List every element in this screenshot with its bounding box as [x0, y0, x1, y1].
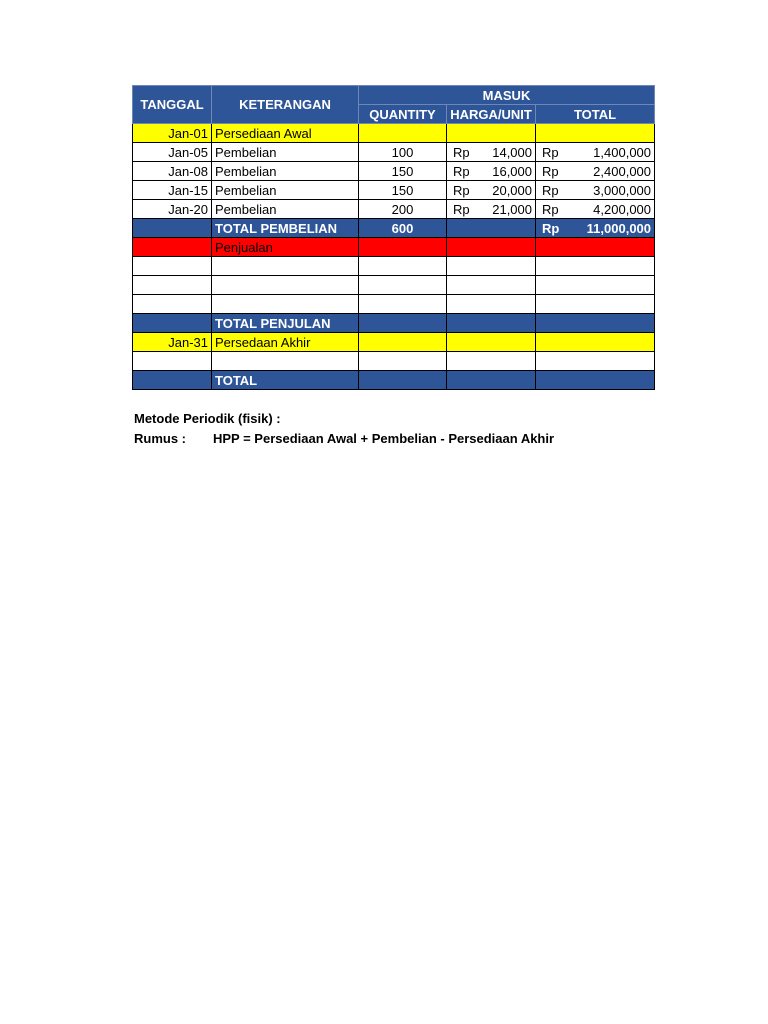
cell-empty[interactable] [359, 295, 447, 314]
currency-label: Rp [542, 182, 559, 198]
penjualan-row [133, 238, 655, 257]
table-row [133, 162, 655, 181]
cell-date[interactable]: Jan-05 [133, 143, 212, 162]
cell-total[interactable] [536, 181, 655, 200]
cell-desc[interactable]: TOTAL PENJULAN [212, 314, 359, 333]
table-row [133, 352, 655, 371]
cell-empty[interactable] [447, 352, 536, 371]
cell-empty[interactable] [359, 352, 447, 371]
cell-desc[interactable]: TOTAL PEMBELIAN [212, 219, 359, 238]
table-row [133, 200, 655, 219]
formula-row [134, 429, 554, 449]
currency-label: Rp [453, 144, 470, 160]
header-tanggal[interactable]: TANGGAL [133, 86, 212, 124]
formula-label: Rumus : [134, 431, 186, 446]
price-value: 21,000 [492, 201, 532, 217]
currency-label: Rp [542, 163, 559, 179]
total-value: 1,400,000 [593, 144, 652, 160]
cell-empty[interactable] [212, 276, 359, 295]
cell-empty[interactable] [536, 295, 655, 314]
total-penjulan-row [133, 314, 655, 333]
currency-label: Rp [542, 220, 560, 236]
cell-empty[interactable] [536, 238, 655, 257]
cell-desc[interactable]: Pembelian [212, 162, 359, 181]
total-value: 2,400,000 [593, 163, 652, 179]
cell-empty[interactable] [133, 219, 212, 238]
cell-empty[interactable] [359, 276, 447, 295]
formula-text: HPP = Persediaan Awal + Pembelian - Persediaan Akhir [213, 431, 555, 446]
cell-qty[interactable]: 200 [359, 200, 447, 219]
cell-empty[interactable] [212, 257, 359, 276]
cell-empty[interactable] [536, 371, 655, 390]
cell-price[interactable] [447, 143, 536, 162]
notes-section [134, 409, 554, 449]
cell-empty[interactable] [447, 333, 536, 352]
cell-price[interactable] [447, 181, 536, 200]
cell-empty[interactable] [447, 238, 536, 257]
cell-empty[interactable] [447, 257, 536, 276]
cell-total[interactable] [536, 143, 655, 162]
cell-empty[interactable] [133, 314, 212, 333]
currency-label: Rp [453, 163, 470, 179]
table-row [133, 181, 655, 200]
cell-qty[interactable]: 150 [359, 162, 447, 181]
table-row [133, 295, 655, 314]
cell-empty[interactable] [536, 352, 655, 371]
cell-total[interactable] [536, 219, 655, 238]
cell-empty[interactable] [447, 295, 536, 314]
cell-empty[interactable] [359, 371, 447, 390]
cell-empty[interactable] [359, 314, 447, 333]
header-masuk[interactable]: MASUK [359, 86, 655, 105]
header-quantity[interactable]: QUANTITY [359, 105, 447, 124]
currency-label: Rp [542, 201, 559, 217]
cell-empty[interactable] [447, 314, 536, 333]
inventory-table [132, 85, 655, 390]
total-pembelian-row [133, 219, 655, 238]
cell-empty[interactable] [447, 371, 536, 390]
cell-empty[interactable] [133, 295, 212, 314]
cell-empty[interactable] [447, 219, 536, 238]
cell-desc[interactable]: Pembelian [212, 143, 359, 162]
price-value: 14,000 [492, 144, 532, 160]
cell-empty[interactable] [536, 124, 655, 143]
header-total[interactable]: TOTAL [536, 105, 655, 124]
table-row [133, 276, 655, 295]
cell-date[interactable]: Jan-31 [133, 333, 212, 352]
cell-empty[interactable] [359, 333, 447, 352]
total-value: 4,200,000 [593, 201, 652, 217]
cell-date[interactable]: Jan-08 [133, 162, 212, 181]
cell-empty[interactable] [536, 314, 655, 333]
closing-row [133, 333, 655, 352]
cell-desc[interactable]: Pembelian [212, 200, 359, 219]
price-value: 16,000 [492, 163, 532, 179]
cell-empty[interactable] [133, 371, 212, 390]
header-harga[interactable]: HARGA/UNIT [447, 105, 536, 124]
table-row [133, 143, 655, 162]
cell-empty[interactable] [447, 124, 536, 143]
cell-desc[interactable]: TOTAL [212, 371, 359, 390]
cell-date[interactable]: Jan-01 [133, 124, 212, 143]
method-note: Metode Periodik (fisik) : [134, 411, 281, 426]
currency-label: Rp [542, 144, 559, 160]
table-row [133, 257, 655, 276]
price-value: 20,000 [492, 182, 532, 198]
cell-empty[interactable] [212, 295, 359, 314]
cell-qty[interactable]: 600 [359, 219, 447, 238]
cell-total[interactable] [536, 162, 655, 181]
grand-total-row [133, 371, 655, 390]
cell-empty[interactable] [447, 276, 536, 295]
cell-empty[interactable] [133, 276, 212, 295]
cell-empty[interactable] [536, 276, 655, 295]
header-keterangan[interactable]: KETERANGAN [212, 86, 359, 124]
cell-desc[interactable]: Persedaan Akhir [212, 333, 359, 352]
cell-price[interactable] [447, 200, 536, 219]
cell-total[interactable] [536, 200, 655, 219]
currency-label: Rp [453, 182, 470, 198]
cell-empty[interactable] [133, 257, 212, 276]
cell-empty[interactable] [536, 257, 655, 276]
cell-empty[interactable] [359, 238, 447, 257]
cell-empty[interactable] [536, 333, 655, 352]
cell-desc[interactable]: Pembelian [212, 181, 359, 200]
cell-date[interactable]: Jan-20 [133, 200, 212, 219]
cell-qty[interactable]: 100 [359, 143, 447, 162]
cell-price[interactable] [447, 162, 536, 181]
opening-row [133, 124, 655, 143]
cell-date[interactable]: Jan-15 [133, 181, 212, 200]
cell-empty[interactable] [212, 352, 359, 371]
cell-empty[interactable] [133, 352, 212, 371]
cell-empty[interactable] [359, 124, 447, 143]
currency-label: Rp [453, 201, 470, 217]
cell-desc[interactable]: Penjualan [212, 238, 359, 257]
cell-empty[interactable] [133, 238, 212, 257]
cell-desc[interactable]: Persediaan Awal [212, 124, 359, 143]
total-value: 3,000,000 [593, 182, 652, 198]
cell-qty[interactable]: 150 [359, 181, 447, 200]
cell-empty[interactable] [359, 257, 447, 276]
total-value: 11,000,000 [586, 220, 652, 236]
